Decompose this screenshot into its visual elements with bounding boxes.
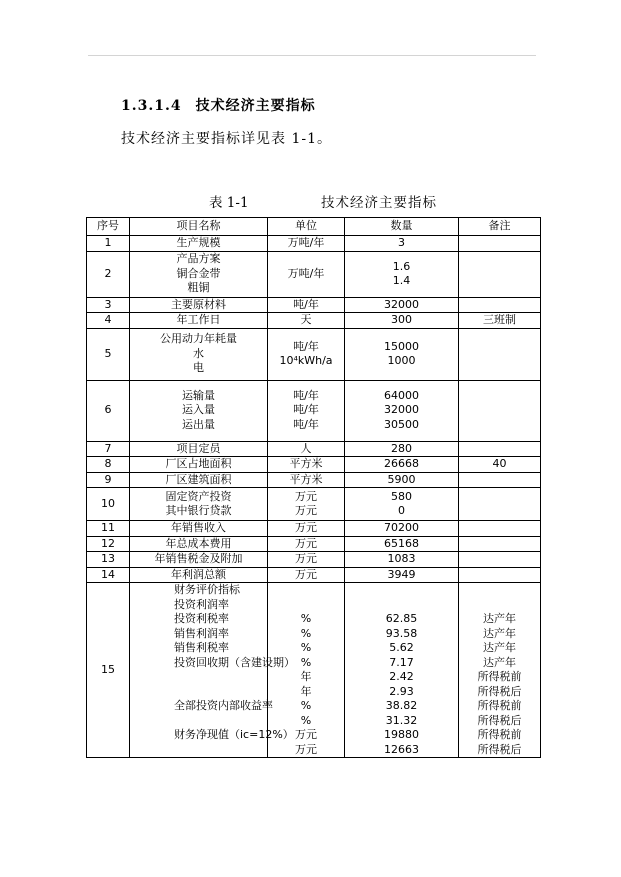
table-caption-number: 表 1-1: [209, 195, 249, 211]
finance-note-text: [461, 583, 538, 598]
seq-text: 7: [104, 441, 112, 455]
qty-text: 70200: [384, 521, 419, 534]
seq-cell: [87, 521, 130, 537]
name-text: 运出量: [182, 417, 215, 431]
finance-unit-text: %: [300, 641, 312, 654]
finance-note-text: 达产年: [483, 612, 516, 625]
finance-unit-text: %: [300, 626, 312, 640]
unit-text: 吨/年: [293, 417, 319, 431]
finance-unit-text: [270, 598, 342, 613]
seq-text: 14: [101, 567, 115, 581]
unit-text: 吨/年: [293, 388, 319, 402]
unit-text: 万元: [295, 567, 317, 581]
name-cell: [130, 488, 268, 521]
unit-text: 天: [300, 313, 312, 326]
unit-cell: [268, 521, 345, 537]
finance-qty-text: 19880: [384, 728, 419, 741]
note-cell: [459, 251, 541, 297]
unit-cell: [268, 488, 345, 521]
unit-cell: [268, 380, 345, 441]
seq-text: 13: [101, 552, 115, 565]
qty-text: 5900: [387, 472, 416, 486]
unit-text: 万元: [295, 521, 317, 534]
unit-text: 万吨/年: [287, 266, 325, 280]
qty-cell: [345, 380, 459, 441]
seq-cell: [87, 567, 130, 583]
unit-text: 吨/年: [293, 403, 319, 417]
name-cell: [130, 441, 268, 457]
finance-qty-cell: [345, 583, 459, 758]
note-cell: [459, 236, 541, 252]
unit-cell: [268, 236, 345, 252]
qty-cell: [345, 441, 459, 457]
unit-cell: [268, 552, 345, 568]
seq-cell: [87, 313, 130, 329]
unit-cell: [268, 328, 345, 380]
finance-note-text: 所得税前: [477, 699, 522, 712]
note-cell: [459, 521, 541, 537]
finance-name-text: 销售利润率: [174, 626, 229, 640]
name-cell: [130, 251, 268, 297]
seq-cell: [87, 297, 130, 313]
finance-qty-text: 31.32: [385, 713, 418, 727]
name-text: 电: [193, 361, 204, 375]
name-text: 水: [193, 346, 204, 360]
name-text: 铜合金带: [176, 266, 221, 280]
seq-text: 5: [104, 346, 112, 360]
name-cell: [130, 521, 268, 537]
unit-text: 万元: [295, 552, 317, 565]
table-caption-title: 技术经济主要指标: [321, 195, 437, 211]
qty-text: 300: [391, 313, 412, 326]
finance-qty-text: 2.42: [389, 670, 414, 683]
note-cell: [459, 536, 541, 552]
header-qty: 数量: [345, 218, 459, 236]
table-row: [87, 328, 541, 380]
finance-qty-text: [347, 598, 456, 613]
seq-cell: [87, 472, 130, 488]
name-text: 年销售税金及附加: [154, 552, 243, 565]
qty-cell: [345, 567, 459, 583]
qty-cell: [345, 297, 459, 313]
name-cell: [130, 472, 268, 488]
finance-unit-text: 年: [300, 670, 312, 683]
table-row: [87, 236, 541, 252]
name-text: 固定资产投资: [165, 489, 232, 503]
unit-text: 万元: [295, 504, 317, 517]
table-row: [87, 488, 541, 521]
name-text: 厂区建筑面积: [165, 472, 232, 486]
seq-cell: [87, 488, 130, 521]
qty-text: 64000: [384, 388, 419, 402]
finance-name-text: 全部投资内部收益率: [174, 699, 273, 712]
qty-cell: [345, 536, 459, 552]
note-cell: [459, 488, 541, 521]
finance-note-text: [461, 598, 538, 613]
unit-cell: [268, 472, 345, 488]
page-top-rule: [88, 55, 536, 56]
qty-cell: [345, 313, 459, 329]
seq-text: 9: [104, 472, 112, 486]
section-title: 技术经济主要指标: [195, 98, 316, 114]
qty-text: 1.6: [392, 259, 411, 273]
seq-cell: [87, 236, 130, 252]
name-cell: [130, 328, 268, 380]
seq-cell: [87, 536, 130, 552]
seq-text: 11: [101, 521, 115, 534]
qty-cell: [345, 236, 459, 252]
table-row: [87, 313, 541, 329]
finance-qty-text: 5.62: [389, 641, 414, 654]
unit-text: 人: [300, 441, 312, 455]
table-row: [87, 251, 541, 297]
finance-name-cell: [130, 583, 295, 758]
name-text: 主要原材料: [171, 297, 226, 311]
unit-text: 10⁴kWh/a: [279, 354, 333, 367]
note-cell: [459, 472, 541, 488]
qty-cell: [345, 251, 459, 297]
name-cell: [130, 380, 268, 441]
unit-cell: [268, 313, 345, 329]
name-cell: [130, 457, 268, 473]
finance-note-text: 达产年: [483, 626, 516, 640]
name-text: 项目定员: [176, 441, 221, 455]
finance-note-text: 所得税前: [477, 670, 522, 683]
finance-qty-text: 12663: [384, 742, 419, 756]
finance-unit-text: 万元: [295, 728, 317, 741]
finance-qty-text: 38.82: [385, 699, 418, 712]
finance-qty-text: 62.85: [385, 612, 418, 625]
name-cell: [130, 552, 268, 568]
finance-note-text: 所得税后: [477, 742, 522, 756]
table-row: [87, 472, 541, 488]
header-unit: 单位: [268, 218, 345, 236]
finance-qty-text: [347, 583, 456, 598]
qty-cell: [345, 472, 459, 488]
unit-text: 平方米: [289, 457, 323, 470]
qty-text: 32000: [384, 403, 419, 417]
name-text: 年总成本费用: [165, 536, 232, 550]
seq-text: 6: [104, 403, 112, 417]
finance-unit-text: %: [300, 713, 312, 727]
name-text: 运入量: [182, 403, 215, 417]
unit-cell: [268, 441, 345, 457]
unit-cell: [268, 297, 345, 313]
unit-cell: [268, 251, 345, 297]
finance-name-text: 财务净现值（ic=12%）: [174, 728, 294, 741]
seq-text: 4: [104, 313, 112, 326]
table-row: [87, 521, 541, 537]
unit-text: 万吨/年: [287, 236, 325, 249]
unit-text: 万元: [295, 536, 317, 550]
seq-cell: [87, 441, 130, 457]
seq-cell: [87, 552, 130, 568]
name-text: 运输量: [182, 388, 215, 402]
table-row: [87, 380, 541, 441]
table-header-row: [87, 218, 541, 236]
seq-cell: [87, 328, 130, 380]
seq-text: 10: [101, 496, 115, 510]
finance-unit-text: %: [300, 612, 312, 625]
table-row: [87, 552, 541, 568]
name-text: 年销售收入: [171, 521, 226, 534]
note-cell: [459, 328, 541, 380]
qty-text: 32000: [384, 297, 419, 311]
finance-name-text: [174, 670, 265, 685]
header-seq: 序号: [87, 218, 130, 236]
finance-name-text: 投资利税率: [174, 612, 229, 625]
qty-text: 1.4: [392, 274, 411, 287]
seq-cell: [87, 251, 130, 297]
name-text: 其中银行贷款: [165, 504, 232, 517]
note-cell: [459, 441, 541, 457]
table-row: [87, 441, 541, 457]
name-text: 生产规模: [176, 236, 221, 249]
unit-cell: [268, 536, 345, 552]
unit-cell: [268, 567, 345, 583]
note-cell: [459, 567, 541, 583]
name-cell: [130, 313, 268, 329]
note-cell: [459, 552, 541, 568]
section-heading: [121, 95, 316, 115]
note-text: 40: [492, 457, 507, 470]
finance-note-text: 达产年: [483, 641, 516, 654]
finance-qty-text: 2.93: [389, 684, 414, 698]
unit-text: 吨/年: [293, 297, 319, 311]
section-number: 1.3.1.4: [121, 98, 182, 114]
seq-text: 3: [104, 297, 112, 311]
note-cell: [459, 380, 541, 441]
header-name: 项目名称: [130, 218, 268, 236]
finance-note-cell: [459, 583, 541, 758]
qty-cell: [345, 552, 459, 568]
finance-unit-text: 年: [300, 684, 312, 698]
finance-unit-text: %: [300, 655, 312, 669]
table-row: [87, 536, 541, 552]
finance-note-text: 达产年: [483, 655, 516, 669]
finance-note-text: 所得税前: [477, 728, 522, 741]
table-row: [87, 297, 541, 313]
qty-text: 1000: [387, 354, 416, 367]
finance-qty-text: 93.58: [385, 626, 418, 640]
indicators-table: [86, 217, 541, 758]
qty-text: 30500: [384, 417, 419, 431]
table-row: [87, 457, 541, 473]
unit-text: 万元: [295, 489, 317, 503]
table-row: [87, 567, 541, 583]
unit-text: 吨/年: [293, 339, 319, 353]
seq-cell: [87, 457, 130, 473]
unit-text: 平方米: [289, 472, 323, 486]
note-cell: [459, 297, 541, 313]
seq-cell: [87, 380, 130, 441]
finance-name-text: 投资回收期（含建设期）: [174, 655, 295, 669]
finance-note-text: 所得税后: [477, 713, 522, 727]
qty-text: 3: [398, 236, 405, 249]
finance-unit-text: 万元: [295, 742, 317, 756]
seq-cell: 15: [87, 583, 130, 758]
qty-text: 65168: [384, 536, 419, 550]
qty-text: 15000: [384, 339, 419, 353]
finance-note-text: 所得税后: [477, 684, 522, 698]
header-note: 备注: [459, 218, 541, 236]
name-cell: [130, 536, 268, 552]
name-cell: [130, 297, 268, 313]
seq-text: 2: [104, 266, 112, 280]
seq-text: 12: [101, 536, 115, 550]
note-text: 三班制: [483, 313, 516, 326]
finance-name-text: [174, 714, 265, 729]
qty-text: 26668: [384, 457, 419, 470]
name-text: 产品方案: [176, 252, 221, 266]
note-cell: [459, 313, 541, 329]
name-cell: [130, 236, 268, 252]
table-row-finance: [87, 583, 541, 758]
note-cell: [459, 457, 541, 473]
qty-text: 0: [398, 504, 405, 517]
qty-text: 280: [391, 441, 412, 455]
name-cell: [130, 567, 268, 583]
finance-unit-text: %: [300, 699, 312, 712]
finance-name-text: 投资利润率: [174, 597, 229, 611]
finance-unit-text: [270, 583, 342, 598]
qty-cell: [345, 328, 459, 380]
name-text: 厂区占地面积: [165, 457, 232, 470]
qty-text: 1083: [387, 552, 416, 565]
qty-cell: [345, 457, 459, 473]
seq-text: 1: [104, 236, 112, 249]
name-text: 粗铜: [187, 281, 210, 295]
name-text: 年利润总额: [171, 567, 226, 581]
qty-text: 580: [391, 489, 412, 503]
intro-paragraph: 技术经济主要指标详见表 1-1。: [121, 131, 332, 147]
table-body: [87, 236, 541, 758]
seq-text: 8: [104, 457, 112, 470]
qty-cell: [345, 521, 459, 537]
name-text: 年工作日: [176, 313, 221, 326]
finance-name-text: 销售利税率: [174, 641, 229, 654]
finance-qty-text: 7.17: [389, 655, 414, 669]
finance-name-text: 财务评价指标: [174, 583, 240, 596]
finance-name-text: [174, 685, 265, 700]
name-text: 公用动力年耗量: [160, 332, 237, 346]
unit-cell: [268, 457, 345, 473]
qty-text: 3949: [387, 567, 416, 581]
qty-cell: [345, 488, 459, 521]
finance-name-text: [174, 743, 265, 758]
